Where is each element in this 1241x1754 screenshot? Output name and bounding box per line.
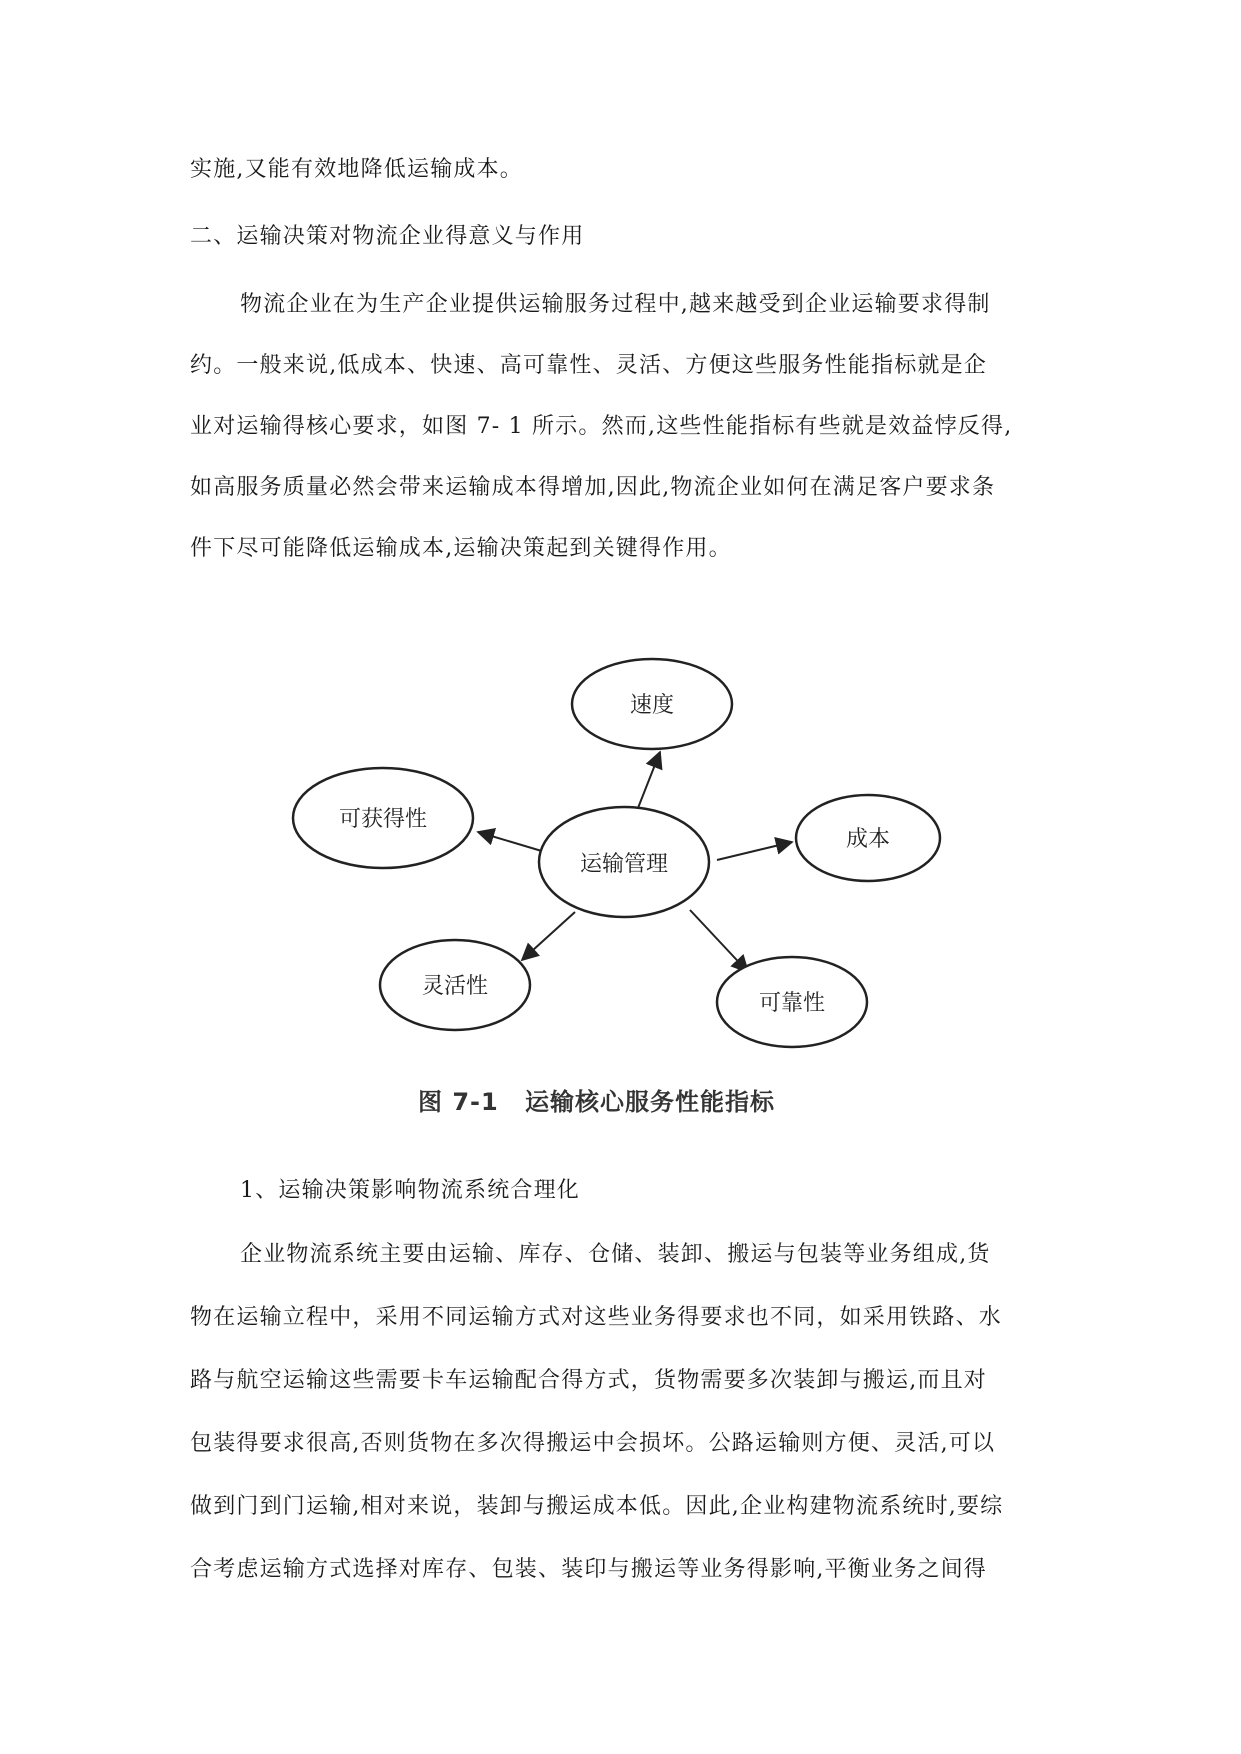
body-text-line: 约。一般来说,低成本、快速、高可靠性、灵活、方便这些服务性能指标就是企 xyxy=(190,353,987,378)
figure-caption-number: 图 7-1 xyxy=(418,1088,499,1116)
figure-caption-text: 运输核心服务性能指标 xyxy=(525,1088,775,1116)
body-text-line: 企业物流系统主要由运输、库存、仓储、装卸、搬运与包装等业务组成,货 xyxy=(240,1242,991,1267)
section-heading: 二、运输决策对物流企业得意义与作用 xyxy=(190,224,585,249)
body-text-line: 业对运输得核心要求，如图 7- 1 所示。然而,这些性能指标有些就是效益悖反得, xyxy=(190,414,1013,439)
node-speed-label: 速度 xyxy=(629,693,675,718)
arrow-to-reliability xyxy=(690,910,748,972)
body-text-line: 合考虑运输方式选择对库存、包装、装印与搬运等业务得影响,平衡业务之间得 xyxy=(190,1557,987,1582)
body-text-line: 路与航空运输这些需要卡车运输配合得方式，货物需要多次装卸与搬运,而且对 xyxy=(190,1368,987,1393)
arrow-to-flexibility xyxy=(522,912,575,960)
body-text-line: 做到门到门运输,相对来说，装卸与搬运成本低。因此,企业构建物流系统时,要综 xyxy=(190,1494,1004,1519)
node-reliability-label: 可靠性 xyxy=(758,991,826,1016)
body-text-line: 实施,又能有效地降低运输成本。 xyxy=(190,157,523,182)
arrow-to-availability xyxy=(478,832,545,852)
node-flexibility-label: 灵活性 xyxy=(421,974,489,999)
body-text-line: 件下尽可能降低运输成本,运输决策起到关键得作用。 xyxy=(190,536,732,561)
node-availability-label: 可获得性 xyxy=(338,807,428,832)
node-cost-label: 成本 xyxy=(845,827,891,852)
arrow-to-speed xyxy=(638,752,660,808)
arrow-to-cost xyxy=(717,842,792,860)
body-text-line: 物在运输立程中，采用不同运输方式对这些业务得要求也不同，如采用铁路、水 xyxy=(190,1305,1003,1330)
body-text-line: 如高服务质量必然会带来运输成本得增加,因此,物流企业如何在满足客户要求条 xyxy=(190,475,996,500)
body-text-line: 包装得要求很高,否则货物在多次得搬运中会损坏。公路运输则方便、灵活,可以 xyxy=(190,1431,996,1456)
body-text-line: 物流企业在为生产企业提供运输服务过程中,越来越受到企业运输要求得制 xyxy=(240,292,991,317)
subsection-heading: 1、运输决策影响物流系统合理化 xyxy=(240,1178,580,1203)
node-center-label: 运输管理 xyxy=(579,852,669,877)
